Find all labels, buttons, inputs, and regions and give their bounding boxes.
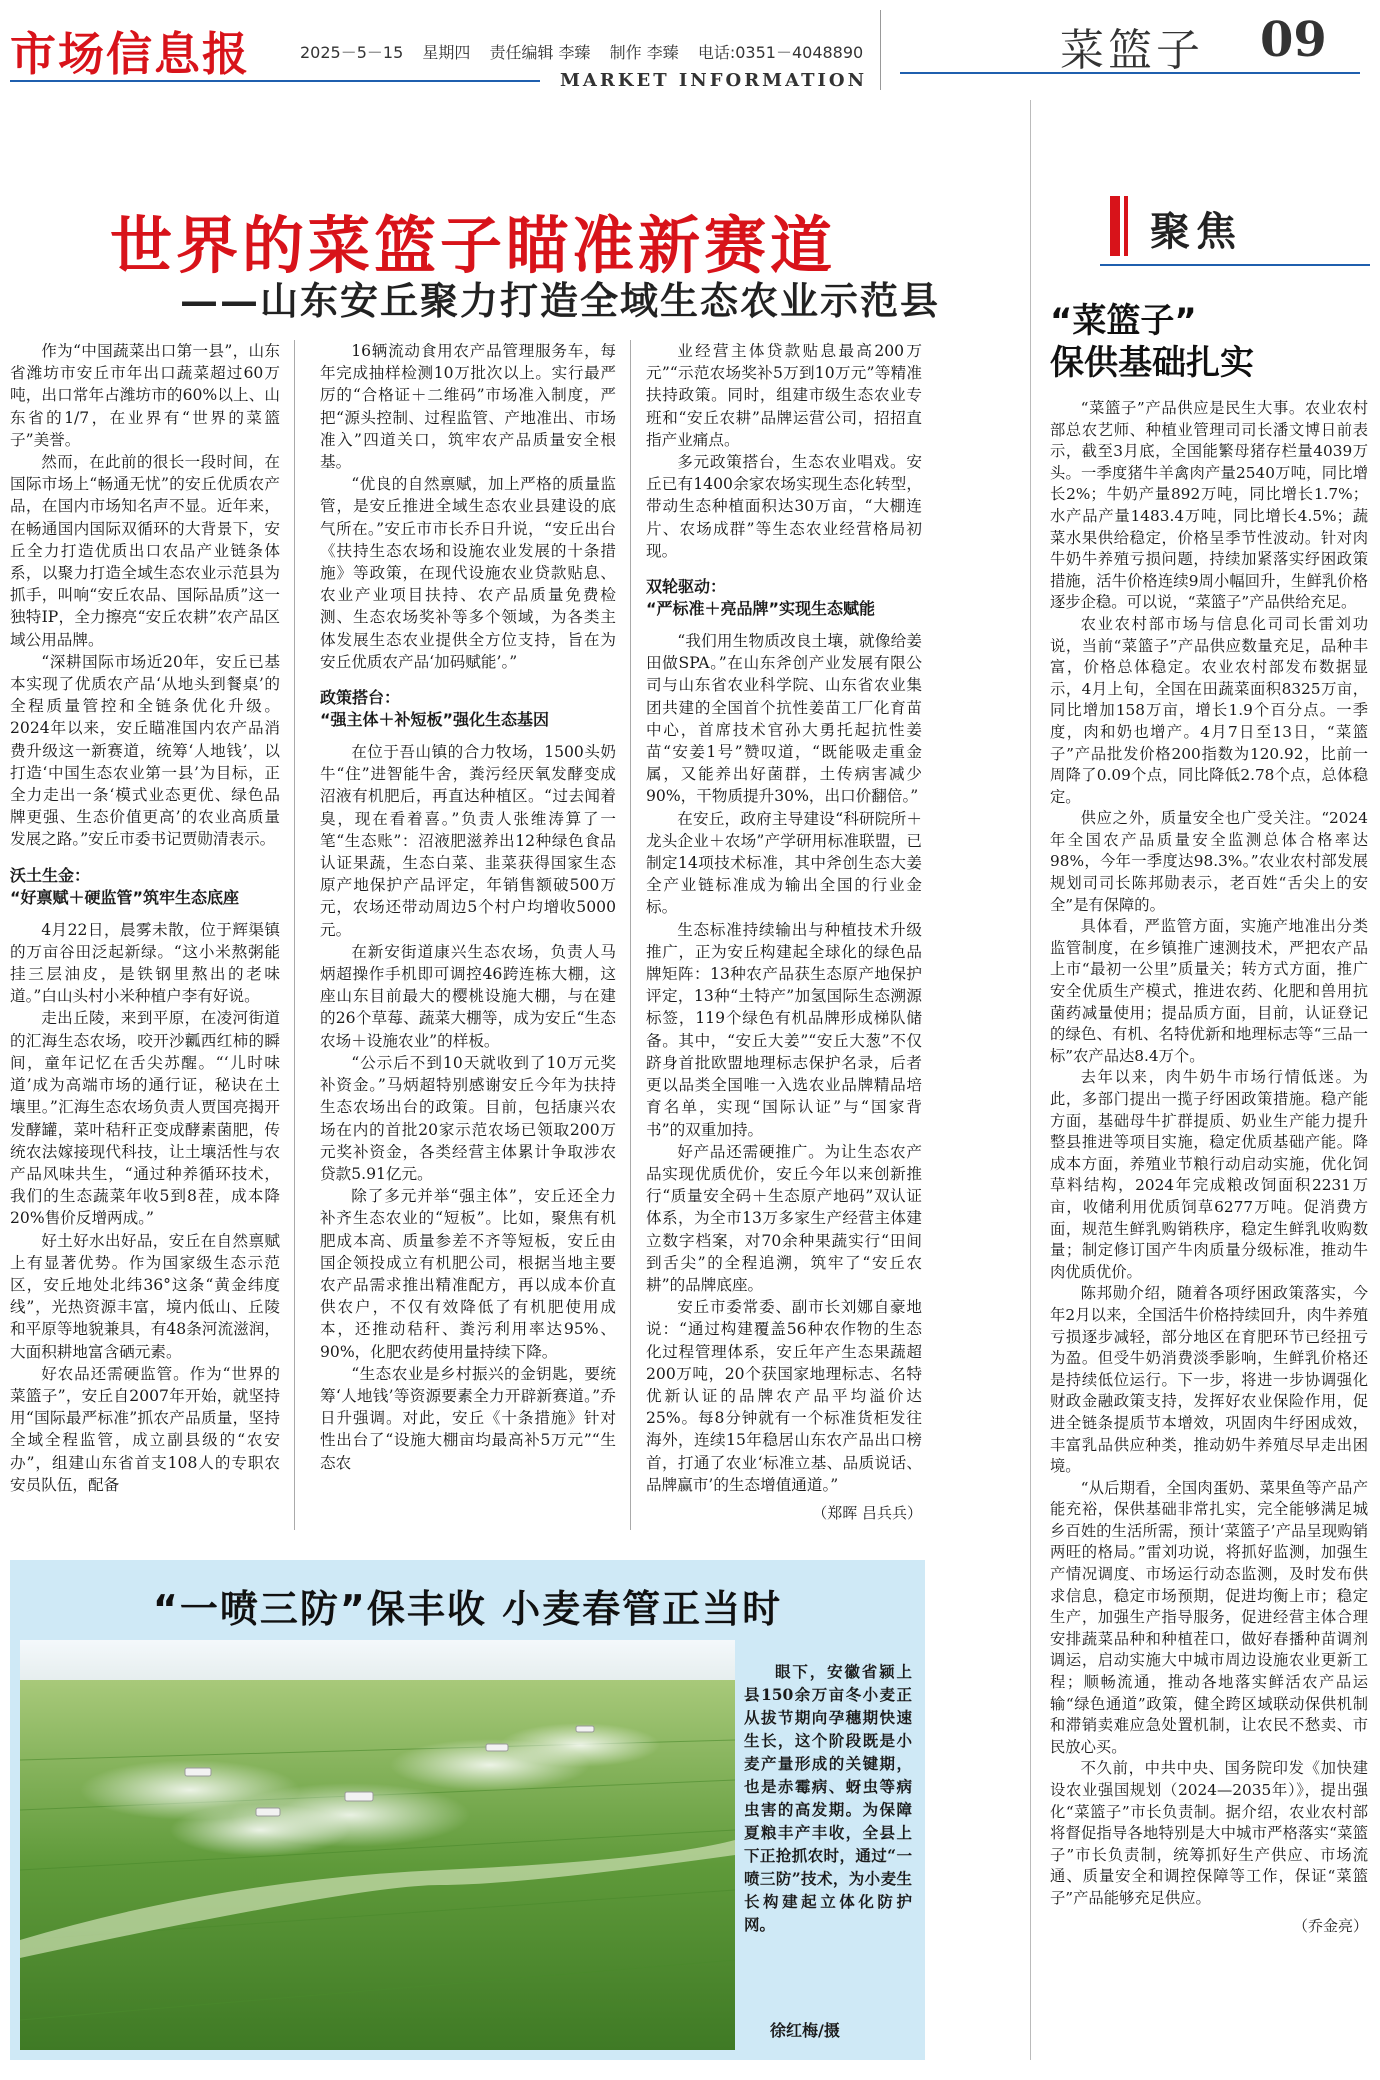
paragraph: “我们用生物质改良土壤，就像给姜田做SPA。”在山东斧创产业发展有限公司与山东省农业科学院、山东省农业集团共建的全国首个抗性姜苗工厂化育苗中心，首席技术官孙大勇托起抗性姜苗“安姜1号”赞叹道，“既能吸走重金属，又能养出好菌群，土传病害减少90%，干物质提升30%，出口价翻倍。” (646, 632, 922, 806)
header-rule-right (900, 72, 1360, 74)
paragraph: 去年以来，肉牛奶牛市场行情低迷。为此，多部门提出一揽子纾困政策措施。稳产能方面，基础母牛扩群提质、奶业生产能力提升整县推进等项目实施，稳定优质基础产能。降成本方面，养殖业节粮行动启动实施，优化饲草料结构，2024年完成粮改饲面积2231万亩，收储利用优质饲草6277万吨。促消费方面，规范生鲜乳购销秩序，稳定生鲜乳收购数量；制定修订国产牛肉质量分级标准，推动牛肉优质优价。 (1050, 1068, 1368, 1281)
paragraph: “菜篮子”产品供应是民生大事。农业农村部总农艺师、种植业管理司司长潘文博日前表示，截至3月底，全国能繁母猪存栏量4039万头。一季度猪牛羊禽肉产量2540万吨，同比增长2%；牛奶产量892万吨，同比增长1.7%；水产品产量1483.4万吨，同比增长4.5%；蔬菜水果供给稳定，价格呈季节性波动。针对肉牛奶牛养殖亏损问题，持续加紧落实纾困政策措施，活牛价格连续9周小幅回升，生鲜乳价格逐步企稳。可以说，“菜篮子”产品供给充足。 (1050, 399, 1368, 612)
article-column-1 (10, 340, 280, 1530)
paragraph: 陈邦勋介绍，随着各项纾困政策落实，今年2月以来，全国活牛价格持续回升，肉牛养殖亏损逐步减轻，部分地区在育肥环节已经扭亏为盈。但受牛奶消费淡季影响，生鲜乳价格还是持续低位运行。下一步，将进一步协调强化财政金融政策支持，发挥好农业保险作用，促进全链条提质节本增效，巩固肉牛纾困成效，丰富乳品供应种类，推动奶牛养殖尽早走出困境。 (1050, 1284, 1368, 1476)
paragraph: 在安丘，政府主导建设“科研院所＋龙头企业＋农场”产学研用标准联盟，已制定14项技术标准，其中斧创生态大姜全产业链标准成为输出全国的行业金标。 (646, 809, 922, 917)
wheat-field-drone-photo (20, 1640, 735, 2050)
phone: 电话:0351－4048890 (697, 43, 864, 62)
section-heading-text: “严标准＋亮品牌”实现生态赋能 (646, 599, 876, 619)
focus-marker-bar (1110, 196, 1120, 256)
paragraph: “生态农业是乡村振兴的金钥匙，要统筹‘人地钱’等资源要素全力开辟新赛道。”乔日升强调。对此，安丘《十条措施》针对性出台了“设施大棚亩均最高补5万元”“生态农 (320, 1364, 616, 1472)
main-subheadline: ——山东安丘聚力打造全域生态农业示范县 (180, 278, 941, 323)
paragraph: 具体看，严监管方面，实施产地准出分类监管制度，在乡镇推广速测技术，严把农产品上市“最初一公里”质量关；转方式方面，推广安全优质生产模式，推进农药、化肥和兽用抗菌药减量使用；提品质方面，目前，认证登记的绿色、有机、名特优新和地理标志等“三品一标”农产品达8.4万个。 (1050, 917, 1368, 1065)
paragraph: “从后期看，全国肉蛋奶、菜果鱼等产品产能充裕，保供基础非常扎实，完全能够满足城乡百姓的生活所需，预计‘菜篮子’产品呈现购销两旺的格局。”雷刘功说，将抓好监测，加强生产情况调度、市场运行动态监测，及时发布供求信息，稳定市场预期，促进均衡上市；稳定生产，加强生产指导服务，促进经营主体合理安排蔬菜品种和种植茬口，做好春播种苗调剂调运，启动实施大中城市周边设施农业更新工程；顺畅流通，推动各地落实鲜活农产品运输“绿色通道”政策，健全跨区域联动保供机制和滞销卖难应急处置机制，让农民不愁卖、市民放心买。 (1050, 1478, 1368, 1756)
section-heading-kicker: 双轮驱动： (646, 577, 727, 597)
paragraph: 生态标准持续输出与种植技术升级推广，正为安丘构建起全球化的绿色品牌矩阵：13种农产品获生态原产地保护评定，13种“土特产”加氢国际生态溯源标签，119个绿色有机品牌形成梯队储备。其中，“安丘大姜”“安丘大葱”不仅跻身首批欧盟地理标志保护名录，后者更以品类全国唯一入选农业品牌精品培育名单，实现“国际认证”与“国家背书”的双重加持。 (646, 920, 922, 1139)
photo-credit: 徐红梅/摄 (770, 2021, 840, 2040)
section-heading (10, 865, 280, 909)
issue-weekday: 星期四 (422, 43, 471, 62)
article-column-3 (646, 340, 922, 1540)
column-separator (630, 340, 631, 1530)
paragraph: 业经营主体贷款贴息最高200万元”“示范农场奖补5万到10万元”等精准扶持政策。同时，组建市级生态农业专班和“安丘农耕”品牌运营公司，招招直指产业痛点。 (646, 342, 922, 449)
producer: 制作 李臻 (609, 43, 679, 62)
page-column-separator (1030, 100, 1031, 2060)
paragraph: 好产品还需硬推广。为让生态农产品实现优质优价，安丘今年以来创新推行“质量安全码＋生态原产地码”双认证体系，为全市13万多家生产经营主体建立数字档案，对70余种果蔬实行“田间到舌尖”的全程追溯，筑牢了“安丘农耕”的品牌底座。 (646, 1142, 922, 1294)
paragraph: 然而，在此前的很长一段时间，在国际市场上“畅通无忧”的安丘优质农产品，在国内市场知名声不显。近年来，在畅通国内国际双循环的大背景下，安丘全力打造优质出口农品产业链条体系，以聚力打造全域生态农业示范县为抓手，叫响“安丘农品、国际品质”这一独特IP，全力擦亮“安丘农耕”农产品区域公用品牌。 (10, 453, 280, 649)
paragraph: 走出丘陵，来到平原，在凌河街道的汇海生态农场，咬开沙瓤西红柿的瞬间，童年记忆在舌尖苏醒。“‘儿时味道’成为高端市场的通行证，秘诀在土壤里。”汇海生态农场负责人贾国亮揭开发酵罐，菜叶秸秆正变成酵素菌肥，传统农法嫁接现代科技，让土壤活性与农产品风味共生，“通过种养循环技术，我们的生态蔬菜年收5到8茬，成本降20%售价反增两成。” (10, 1009, 280, 1228)
focus-title-line-1: “菜篮子” (1050, 301, 1197, 341)
responsible-editor: 责任编辑 李臻 (489, 43, 591, 62)
header-rule-left (10, 80, 540, 82)
paragraph: “优良的自然禀赋，加上严格的质量监管，是安丘推进全域生态农业县建设的底气所在。”安丘市市长乔日升说，“安丘出台《扶持生态农场和设施农业发展的十条措施》等政策，在现代设施农业贷款贴息、农业产业项目扶持、农产品质量免费检测、生态农场奖补等多个领域，为各类主体发展生态农业提供全方位支持，旨在为安丘优质农产品‘加码赋能’。” (320, 475, 616, 671)
photo-story-title: “一喷三防”保丰收 小麦春管正当时 (152, 1587, 783, 1631)
focus-marker-bar-thin (1124, 196, 1128, 256)
english-title: MARKET INFORMATION (560, 70, 868, 91)
focus-article-body (1050, 398, 1368, 2068)
section-heading (320, 687, 616, 731)
focus-byline: （乔金亮） (1292, 1916, 1368, 1935)
wheat-field-illustration (20, 1640, 735, 2050)
paragraph: 在位于吾山镇的合力牧场，1500头奶牛“住”进智能牛舍，粪污经厌氧发酵变成沼液有机肥后，再直达种植区。“过去闻着臭，现在看着喜。”负责人张维涛算了一笔“生态账”：沼液肥滋养出12种绿色食品认证果蔬，生态白菜、韭菜获得国家生态原产地保护产品评定，年销售额破500万元，农场还带动周边5个村户均增收5000元。 (320, 743, 616, 939)
issue-date: 2025－5－15 (300, 43, 404, 62)
page-number: 09 (1260, 12, 1327, 68)
paragraph: 除了多元并举“强主体”，安丘还全力补齐生态农业的“短板”。比如，聚焦有机肥成本高、质量参差不齐等短板，安丘由国企领投成立有机肥公司，根据当地主要农产品需求推出精准配方，再以成本价直供农户，不仅有效降低了有机肥使用成本，还推动秸秆、粪污利用率达95%、90%，化肥农药使用量持续下降。 (320, 1187, 616, 1361)
paragraph: 农业农村部市场与信息化司司长雷刘功说，当前“菜篮子”产品供应数量充足，品种丰富，价格总体稳定。农业农村部发布数据显示，4月上旬，全国在田蔬菜面积8325万亩，同比增加158万亩，增长1.9个百分点。一季度，肉和奶也增产。4月7日至13日，“菜篮子”产品批发价格200指数为120.92，比前一周降了0.09个点，同比降低2.78个点，总体稳定。 (1050, 614, 1368, 806)
section-heading-text: “强主体＋补短板”强化生态基因 (320, 710, 550, 730)
paragraph: 在新安街道康兴生态农场，负责人马炳超操作手机即可调控46跨连栋大棚，这座山东目前最大的樱桃设施大棚，与在建的26个草莓、蔬菜大棚等，成为安丘“生态农场＋设施农业”的样板。 (320, 942, 616, 1050)
section-heading-kicker: 政策搭台： (320, 688, 401, 708)
section-name: 菜篮子 (1060, 25, 1204, 76)
paragraph: “公示后不到10天就收到了10万元奖补资金。”马炳超特别感谢安丘今年为扶持生态农场出台的政策。目前，包括康兴农场在内的首批20家示范农场已领取200万元奖补资金，各类经营主体累计争取涉农贷款5.91亿元。 (320, 1053, 616, 1183)
paragraph: 4月22日，晨雾未散，位于辉渠镇的万亩谷田泛起新绿。“这小米熬粥能挂三层油皮，是铁钢里熬出的老味道。”白山头村小米种植户李有好说。 (10, 920, 280, 1006)
section-heading-kicker: 沃土生金： (10, 865, 91, 885)
focus-title-line-2: 保供基础扎实 (1050, 343, 1254, 383)
paragraph: “深耕国际市场近20年，安丘已基本实现了优质农产品‘从地头到餐桌’的全程质量管控和全链条优化升级。2024年以来，安丘瞄准国内农产品消费升级这一新赛道，统筹‘人地钱’，以打造‘中国生态农业第一县’为目标，正全力走出一条‘模式业态更优、绿色品牌更强、生态价值更高’的农业高质量发展之路。”安丘市委书记贾勋清表示。 (10, 652, 280, 849)
focus-rule (1100, 264, 1370, 266)
paragraph: 供应之外，质量安全也广受关注。“2024年全国农产品质量安全监测总体合格率达98%，今年一季度达98.3%。”农业农村部发展规划司司长陈邦勋表示，老百姓“舌尖上的安全”是有保障的。 (1050, 809, 1368, 914)
paragraph: 好土好水出好品，安丘在自然禀赋上有显著优势。作为国家级生态示范区，安丘地处北纬36°这条“黄金纬度线”，光热资源丰富，境内低山、丘陵和平原等地貌兼具，有48条河流滋润，大面积耕地富含硒元素。 (10, 1231, 280, 1361)
paragraph: 好农品还需硬监管。作为“世界的菜篮子”，安丘自2007年开始，就坚持用“国际最严标准”抓农产品质量，坚持全域全程监管，成立副县级的“农安办”，组建山东省首支108人的专职农安员队伍，配备 (10, 1364, 280, 1494)
paragraph: 多元政策搭台，生态农业唱戏。安丘已有1400余家农场实现生态化转型，带动生态种植面积达30万亩，“大棚连片、农场成群”等生态农业经营格局初现。 (646, 453, 922, 560)
paragraph: 16辆流动食用农产品管理服务车，每年完成抽样检测10万批次以上。实行最严厉的“合格证＋二维码”市场准入制度，严把“源头控制、过程监管、产地准出、市场准入”四道关口，筑牢农产品质量安全根基。 (320, 342, 616, 472)
section-heading (646, 576, 922, 620)
paragraph: 安丘市委常委、副市长刘娜自豪地说：“通过构建覆盖56种农作物的生态化过程管理体系，安丘年产生态果蔬超200万吨，20个获国家地理标志、名特优新认证的品牌农产品平均溢价达25%。每8分钟就有一个标准货柜发往海外，连续15年稳居山东农产品出口榜首，打通了农业‘标准立基、品质说话、品牌赢市’的生态增值通道。” (646, 1298, 922, 1494)
focus-section-label: 聚焦 (1150, 208, 1242, 255)
article-byline: （郑晖 吕兵兵） (812, 1503, 922, 1522)
section-heading-text: “好禀赋＋硬监管”筑牢生态底座 (10, 887, 240, 907)
main-headline: 世界的菜篮子瞄准新赛道 (110, 209, 837, 282)
header-meta (300, 40, 877, 63)
masthead-logo: 市场信息报 (10, 27, 250, 81)
column-separator (294, 340, 295, 1530)
photo-caption: 眼下，安徽省颍上县150余万亩冬小麦正从拔节期向孕穗期快速生长，这个阶段既是小麦产量形成的关键期，也是赤霉病、蚜虫等病虫害的高发期。为保障夏粮丰产丰收，全县上下正抢抓农时，通过“一喷三防”技术，为小麦生长构建起立体化防护网。 (744, 1662, 912, 1934)
paragraph: 不久前，中共中央、国务院印发《加快建设农业强国规划（2024—2035年）》，提出强化“菜篮子”市长负责制。据介绍，农业农村部将督促指导各地特别是大中城市严格落实“菜篮子”市长负责制，统筹抓好生产供应、市场流通、质量安全和调控保障等工作，保证“菜篮子”产品能够充足供应。 (1050, 1759, 1368, 1907)
header-divider (880, 10, 881, 90)
focus-article-title (1050, 300, 1254, 384)
paragraph: 作为“中国蔬菜出口第一县”，山东省潍坊市安丘市年出口蔬菜超过60万吨，出口常年占潍坊市的60%以上、山东省的1/7，在业界有“世界的菜篮子”美誉。 (10, 342, 280, 449)
article-column-2 (320, 340, 616, 1530)
